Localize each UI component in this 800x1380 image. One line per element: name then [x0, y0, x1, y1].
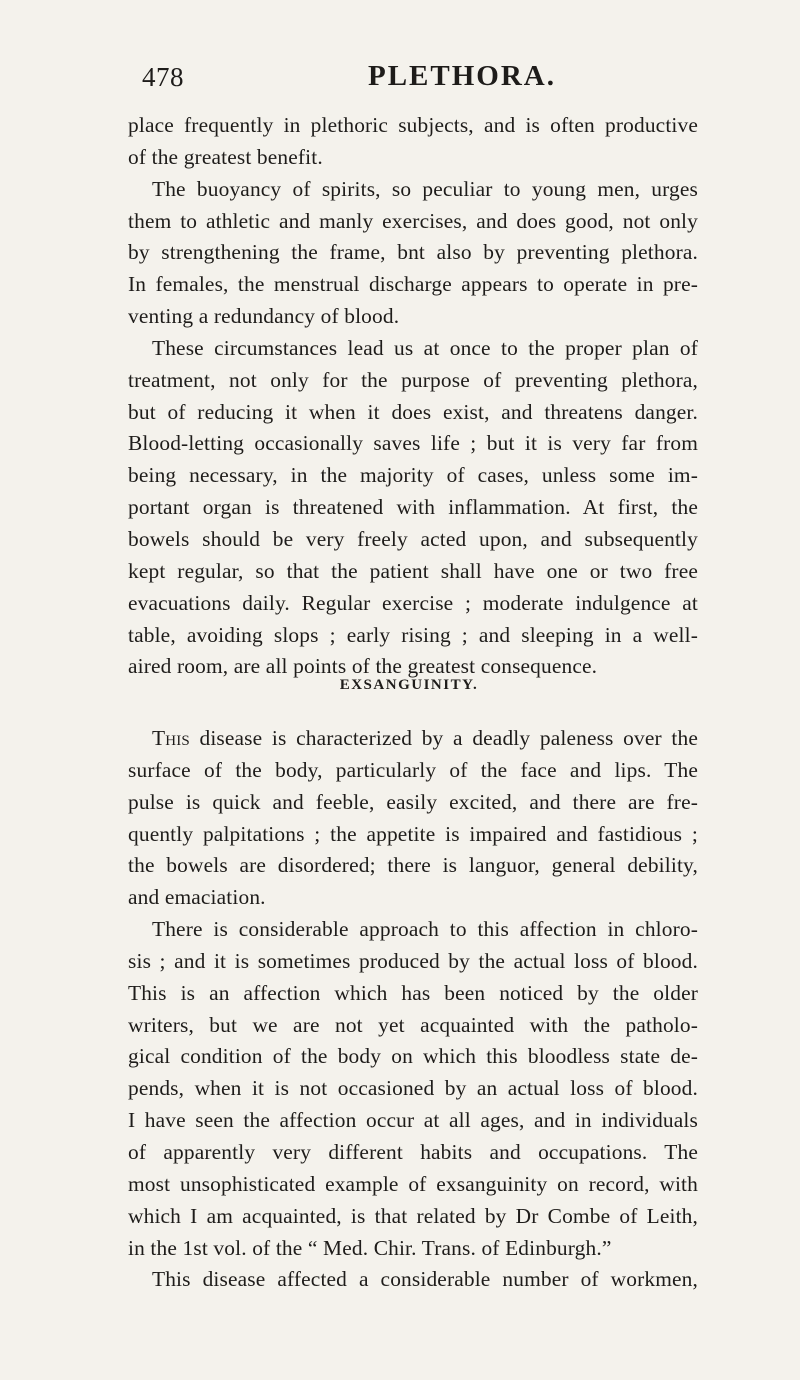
text-line: This is an affection which has been noticed by the older — [128, 980, 698, 1005]
text-line: quently palpitations ; the appetite is impaired and fastidious ; — [128, 821, 698, 846]
text-line: This disease affected a considerable number of workmen, — [152, 1267, 698, 1292]
opening-word: This — [152, 726, 190, 750]
text-line: them to athletic and manly exercises, and does good, not only — [128, 208, 698, 233]
text-line: venting a redundancy of blood. — [128, 304, 400, 329]
text-line: but of reducing it when it does exist, and threatens danger. — [128, 399, 698, 424]
text-line: pends, when it is not occasioned by an actual loss of blood. — [128, 1076, 698, 1101]
page-number: 478 — [142, 62, 184, 92]
text-line: writers, but we are not yet acquainted with the patholo- — [128, 1012, 698, 1037]
text-line: most unsophisticated example of exsanguinity on record, with — [128, 1171, 698, 1196]
running-title: PLETHORA. — [368, 60, 556, 92]
text-line: and emaciation. — [128, 885, 266, 910]
text-line: There is considerable approach to this affection in chloro- — [152, 917, 698, 942]
text-line: by strengthening the frame, bnt also by preventing plethora. — [128, 240, 698, 265]
text-line-first — [128, 723, 698, 755]
text-line: of the greatest benefit. — [128, 144, 323, 169]
text-line: The buoyancy of spirits, so peculiar to young men, urges — [152, 176, 698, 201]
text-line: Blood-letting occasionally saves life ; but it is very far from — [128, 431, 698, 456]
text-line: place frequently in plethoric subjects, and is often productive — [128, 113, 698, 137]
running-head — [118, 60, 698, 96]
text-line: treatment, not only for the purpose of preventing plethora, — [128, 367, 698, 392]
text-line: surface of the body, particularly of the face and lips. The — [128, 757, 698, 782]
text-line: of apparently very different habits and occupations. The — [128, 1139, 698, 1164]
text-line: sis ; and it is sometimes produced by the actual loss of blood. — [128, 948, 698, 973]
text-line: which I am acquainted, is that related by Dr Combe of Leith, — [128, 1203, 698, 1228]
text-line: being necessary, in the majority of cases, unless some im- — [128, 463, 698, 488]
text-line: bowels should be very freely acted upon, and subsequently — [128, 526, 698, 551]
text-line: the bowels are disordered; there is languor, general debility, — [128, 853, 698, 878]
text-line: gical condition of the body on which this bloodless state de- — [128, 1044, 698, 1069]
text-line: in the 1st vol. of the “ Med. Chir. Trans. of Edinburgh.” — [128, 1235, 612, 1260]
paragraph-block-exsanguinity — [128, 723, 698, 1296]
text-line: These circumstances lead us at once to the proper plan of — [152, 335, 698, 360]
text-line: I have seen the affection occur at all ages, and in individuals — [128, 1108, 698, 1133]
text-line: aired room, are all points of the greatest consequence. — [128, 654, 598, 679]
paragraph-block-plethora-treatment — [128, 110, 698, 683]
text-line: kept regular, so that the patient shall have one or two free — [128, 558, 698, 583]
text-line: portant organ is threatened with inflammation. At first, the — [128, 495, 698, 520]
text-line: pulse is quick and feeble, easily excited, and there are fre- — [128, 789, 698, 814]
opening-line-rest: disease is characterized by a deadly paleness over the — [189, 726, 698, 750]
section-heading: EXSANGUINITY. — [339, 677, 479, 693]
text-line: table, avoiding slops ; early rising ; and sleeping in a well- — [128, 622, 698, 647]
text-line: In females, the menstrual discharge appears to operate in pre- — [128, 272, 698, 297]
text-line: evacuations daily. Regular exercise ; moderate indulgence at — [128, 590, 698, 615]
